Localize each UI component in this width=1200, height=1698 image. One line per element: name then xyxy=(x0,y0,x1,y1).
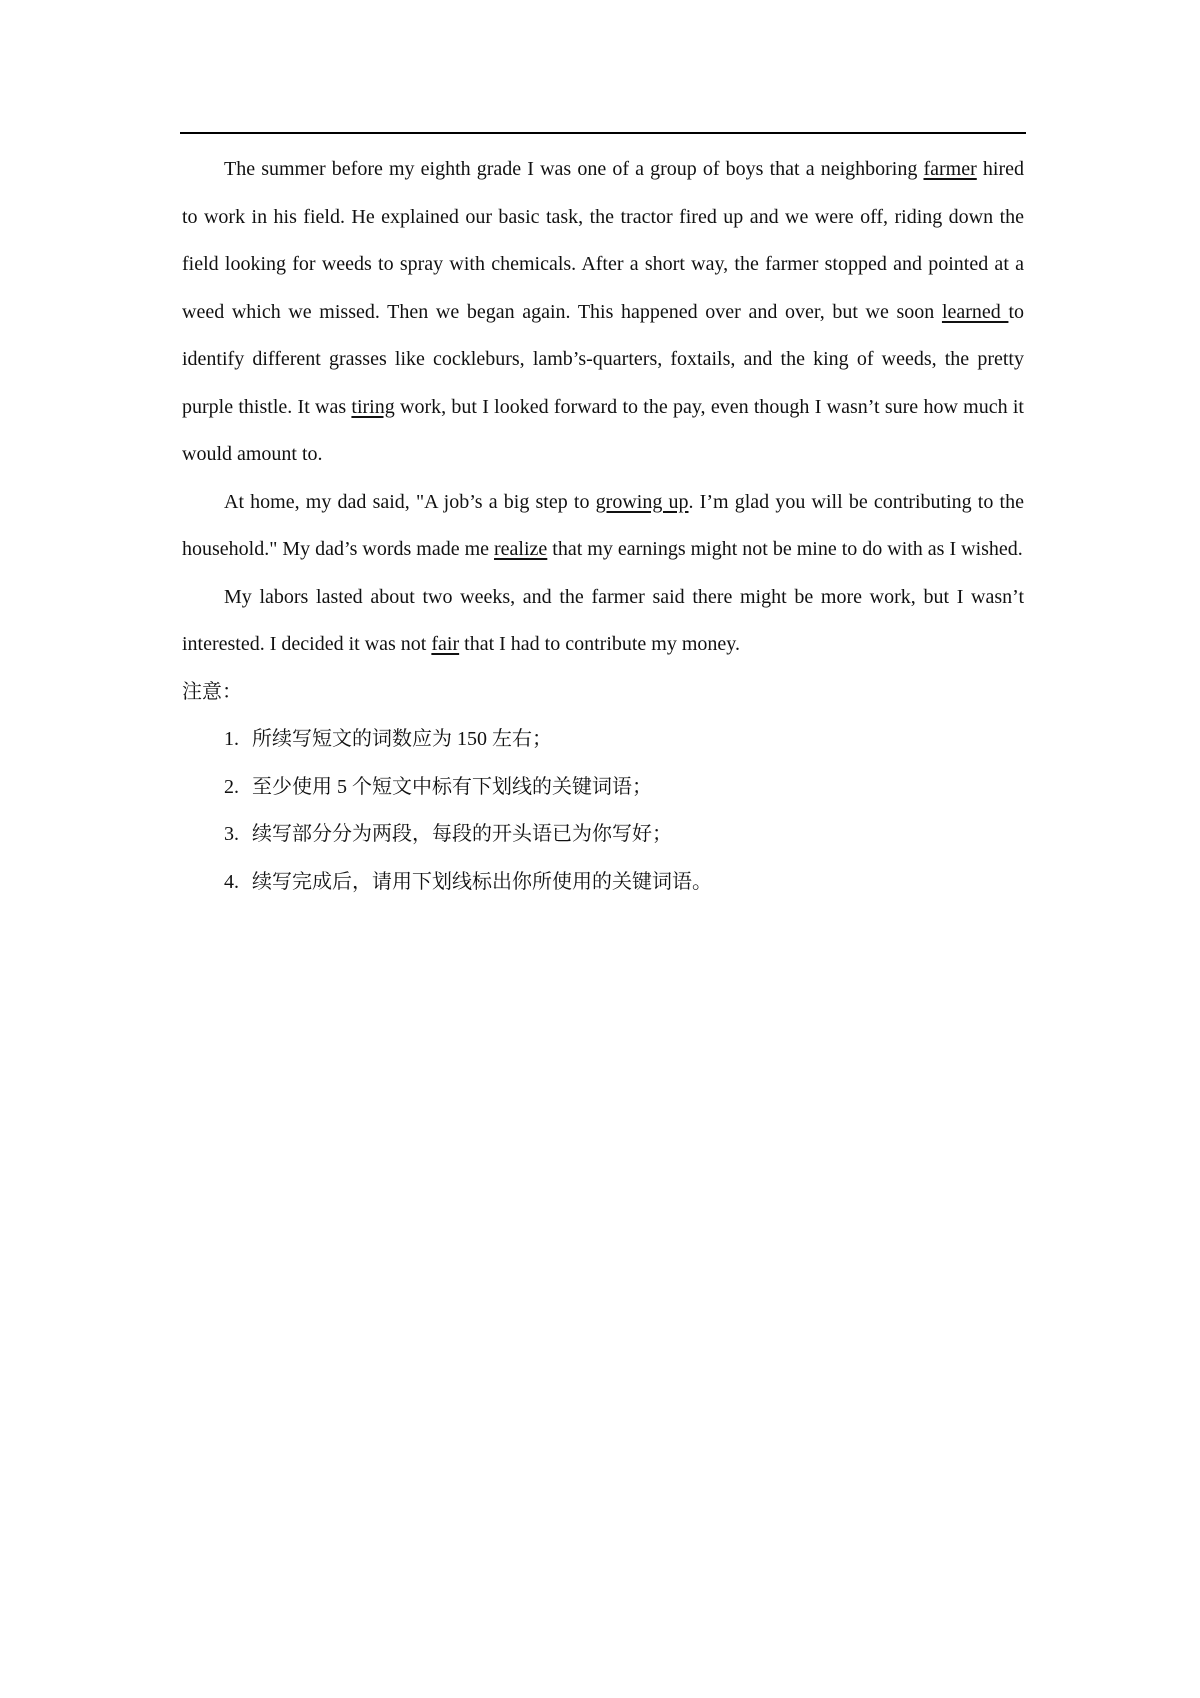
p2-text-3: that my earnings might not be mine to do with as I wished. xyxy=(547,538,1023,560)
notes-label: 注意： xyxy=(182,680,242,703)
p1-text-1: The summer before my eighth grade I was one of a group of boys that a neighboring xyxy=(224,158,924,180)
keyword-farmer: farmer xyxy=(923,158,977,180)
note-item-2 xyxy=(182,764,1024,812)
keyword-learned: learned xyxy=(941,300,1009,323)
keyword-growing-up: growing up xyxy=(595,490,689,513)
note-item-3 xyxy=(182,811,1024,859)
note-item-1 xyxy=(182,716,1024,764)
note-number: 4. xyxy=(224,870,239,893)
p2-text-2: . I’m glad you will be contributing to the household." My dad’s words made me xyxy=(182,490,1024,560)
p1-text-2: hired to work in his field. He explained our basic task, the tractor fired up and we were off, riding down the field looking for weeds to spray with chemicals. After a short way, the farmer stopped and pointed at a weed which we missed. Then we began again. This happened over and over, but we soon xyxy=(182,158,1024,323)
p3-text-1: My labors lasted about two weeks, and the farmer said there might be more work, but I wasn’t interested. I decided it was not xyxy=(182,585,1024,655)
note-text: 续写部分分为两段，每段的开头语已为你写好； xyxy=(252,823,672,845)
keyword-realize: realize xyxy=(494,538,548,560)
p1-text-4: work, but I looked forward to the pay, even though I wasn’t sure how much it would amount to. xyxy=(182,395,1024,465)
note-number: 1. xyxy=(224,728,239,750)
document-content xyxy=(182,146,1024,906)
note-number: 3. xyxy=(224,823,239,845)
paragraph-3 xyxy=(182,574,1024,669)
paragraph-2 xyxy=(182,479,1024,574)
keyword-tiring: tiring xyxy=(351,395,395,418)
p3-text-2: that I had to contribute my money. xyxy=(459,633,740,655)
note-text: 续写完成后，请用下划线标出你所使用的关键词语。 xyxy=(252,870,712,893)
note-text: 所续写短文的词数应为 150 左右； xyxy=(252,728,552,750)
note-item-4 xyxy=(182,859,1024,907)
paragraph-1 xyxy=(182,146,1024,479)
header-rule xyxy=(180,132,1026,134)
keyword-fair: fair xyxy=(431,633,460,655)
p1-text-3: to identify different grasses like cockleburs, lamb’s-quarters, foxtails, and the king of weeds, the pretty purple thistle. It was xyxy=(182,300,1024,418)
p2-text-1: At home, my dad said, "A job’s a big step to xyxy=(224,490,596,513)
note-number: 2. xyxy=(224,775,239,798)
note-text: 至少使用 5 个短文中标有下划线的关键词语； xyxy=(252,775,652,798)
